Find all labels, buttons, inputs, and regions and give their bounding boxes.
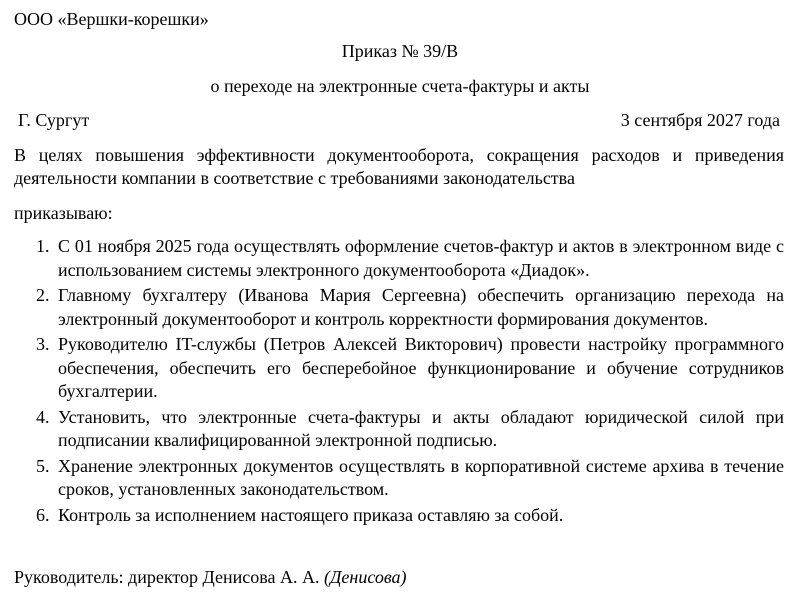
signature-label: Руководитель: директор Денисова А. А.: [14, 567, 320, 587]
order-items-list: [14, 235, 784, 529]
order-item-number: 3.: [36, 334, 50, 354]
order-item-number: 1.: [36, 236, 50, 256]
order-item-text: Контроль за исполнением настоящего приказа оставляю за собой.: [58, 504, 564, 525]
order-date: 3 сентября 2027 года: [620, 110, 780, 130]
signature-line: [14, 566, 407, 588]
order-item-text: Руководителю IT-службы (Петров Алексей Викторович) провести настройку программного обеспечения, обеспечить его бесперебойное функционирование и обучение сотрудников бухгалтерии.: [58, 334, 784, 401]
order-item: [14, 333, 784, 404]
order-item: [14, 235, 784, 282]
order-place: Г. Сургут: [18, 110, 90, 130]
decree-word: приказываю:: [14, 203, 113, 223]
order-item-text: Установить, что электронные счета-фактуры и акты обладают юридической силой при подписании квалифицированной электронной подписью.: [58, 406, 784, 450]
order-item: [14, 504, 784, 528]
order-item-number: 6.: [36, 504, 50, 525]
place-date-row: [18, 109, 780, 131]
order-item-number: 2.: [36, 285, 50, 305]
preamble-text: В целях повышения эффективности документооборота, сокращения расходов и приведения деятельности компании в соответствие с требованиями законодательства: [14, 145, 784, 188]
order-item: [14, 455, 784, 502]
order-item: [14, 406, 784, 453]
order-item-text: Главному бухгалтеру (Иванова Мария Сергеевна) обеспечить организацию перехода на электронный документооборот и контроль корректности формирования документов.: [58, 285, 784, 329]
signature-name: (Денисова): [323, 567, 407, 587]
order-title: Приказ № 39/В: [341, 41, 459, 61]
order-item: [14, 284, 784, 331]
order-item-number: 4.: [36, 406, 50, 427]
order-item-text: С 01 ноября 2025 года осуществлять оформление счетов-фактур и актов в электронном виде с использованием системы электронного документооборота «Диадок».: [58, 236, 784, 280]
company-name: ООО «Вершки-корешки»: [14, 9, 209, 29]
order-subject: о переходе на электронные счета-фактуры и акты: [210, 76, 590, 96]
order-item-text: Хранение электронных документов осуществлять в корпоративной системе архива в течение сроков, установленных законодательством.: [58, 455, 784, 499]
order-item-number: 5.: [36, 455, 50, 476]
